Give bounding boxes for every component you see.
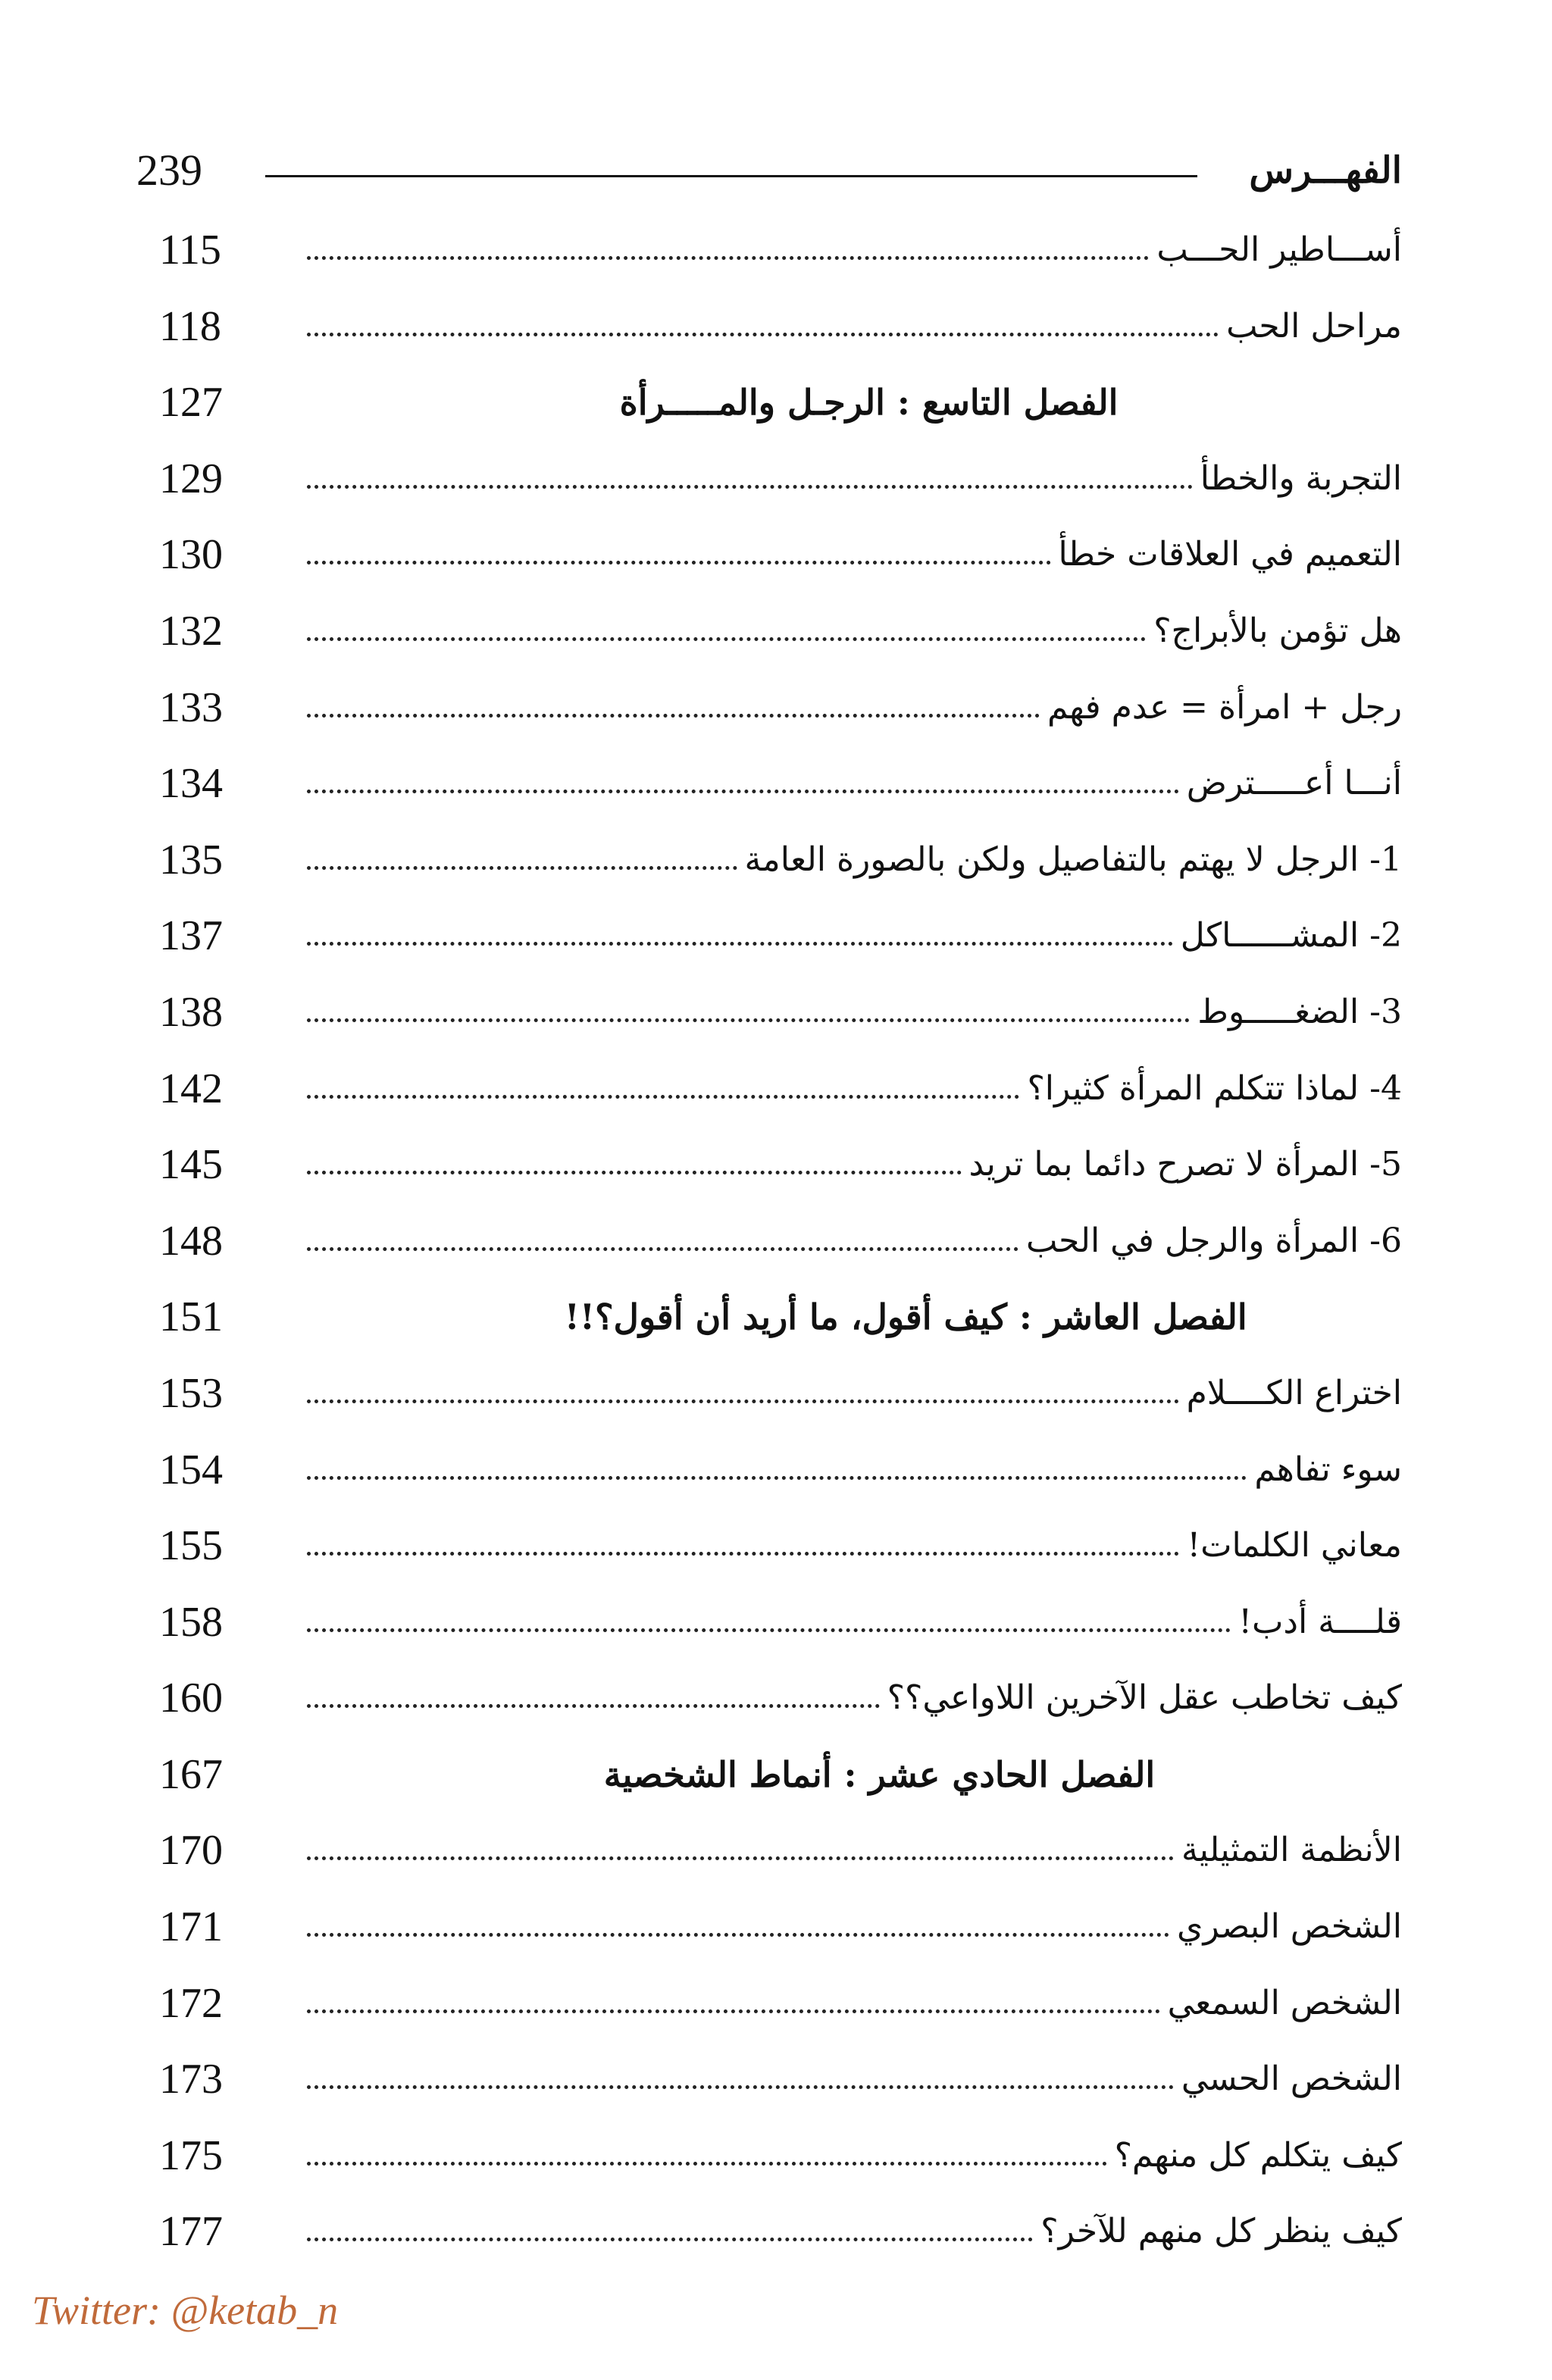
toc-page-number: 134 (159, 760, 223, 808)
dot-leader (307, 866, 745, 870)
toc-page-number: 173 (159, 2056, 223, 2103)
page-header (136, 140, 1402, 201)
dot-leader (307, 1171, 969, 1174)
page-title: الفهـــرس (1249, 149, 1402, 192)
toc-entry-title: 2- المشــــــاكل (1173, 898, 1402, 974)
toc-entry (136, 2041, 1402, 2118)
dot-leader (307, 1933, 1177, 1937)
toc-page-number: 160 (159, 1675, 223, 1722)
toc-entry-title: مراحل الحب (1219, 289, 1402, 364)
toc-page-number: 155 (159, 1522, 223, 1570)
chapter-title: الفصل الحادي عشر : أنماط الشخصية (604, 1737, 1155, 1812)
toc-page-number: 127 (159, 379, 223, 427)
toc-page-number: 148 (159, 1217, 223, 1265)
dot-leader (307, 2238, 1040, 2241)
toc-entry-title: معاني الكلمات! (1179, 1508, 1402, 1584)
toc-page-number: 172 (159, 1979, 223, 2027)
toc-page-number: 142 (159, 1065, 223, 1112)
toc-entry (136, 746, 1402, 822)
toc-entry (136, 1812, 1402, 1889)
toc-page-number: 138 (159, 988, 223, 1036)
toc-entry-title: التعميم في العلاقات خطأ (1051, 517, 1402, 593)
toc-entry (136, 212, 1402, 289)
toc-chapter-heading (136, 1737, 1402, 1813)
toc-entry-title: كيف ينظر كل منهم للآخر؟ (1033, 2194, 1402, 2269)
toc-entry (136, 822, 1402, 899)
toc-chapter-heading (136, 1279, 1402, 1356)
toc-entry-title: الأنظمة التمثيلية (1174, 1812, 1402, 1888)
toc-entry-title: 4- لماذا تتكلم المرأة كثيرا؟ (1019, 1051, 1402, 1127)
toc-entry (136, 1660, 1402, 1737)
toc-entry-title: 5- المرأة لا تصرح دائما بما تريد (962, 1127, 1402, 1203)
dot-leader (307, 1856, 1181, 1860)
dot-leader (307, 1704, 887, 1708)
toc-entry (136, 1966, 1402, 2042)
dot-leader (307, 561, 1059, 565)
toc-page-number: 171 (159, 1903, 223, 1951)
dot-leader (307, 333, 1226, 336)
toc-chapter-heading (136, 364, 1402, 441)
toc-page-number: 118 (159, 302, 221, 350)
toc-page-number: 175 (159, 2131, 223, 2179)
toc-page-number: 145 (159, 1141, 223, 1189)
toc-page-number: 170 (159, 1827, 223, 1875)
toc-entry (136, 517, 1402, 593)
toc-entry (136, 670, 1402, 746)
toc-entry-title: كيف تخاطب عقل الآخرين اللاواعي؟؟ (880, 1660, 1402, 1736)
dot-leader (307, 942, 1181, 946)
toc-entry-title: أنـــا أعـــــترض (1179, 746, 1402, 821)
toc-page-number: 133 (159, 683, 223, 731)
toc-entry (136, 1584, 1402, 1661)
toc-entry (136, 441, 1402, 518)
toc-entry (136, 974, 1402, 1051)
toc-entry (136, 1203, 1402, 1280)
dot-leader (307, 485, 1200, 489)
toc-entry-title: كيف يتكلم كل منهم؟ (1107, 2118, 1402, 2194)
toc-entry (136, 1127, 1402, 1203)
header-rule (265, 175, 1197, 177)
toc-page-number: 135 (159, 836, 223, 884)
toc-entry-title: الشخص الحسي (1174, 2041, 1402, 2117)
toc-entry (136, 1889, 1402, 1966)
toc-entry-title: اختراع الكــــلام (1179, 1356, 1402, 1431)
toc-entry-title: الشخص السمعي (1160, 1966, 1402, 2041)
toc-entry-title: رجل + امرأة = عدم فهم (1040, 670, 1402, 746)
toc-entry (136, 1508, 1402, 1584)
chapter-title: الفصل العاشر : كيف أقول، ما أريد أن أقول؟!! (565, 1279, 1247, 1355)
toc-page-number: 177 (159, 2208, 223, 2256)
toc-entry (136, 2194, 1402, 2270)
toc-entry-title: الشخص البصري (1169, 1889, 1402, 1965)
toc-entry-title: 3- الضغـــــوط (1190, 974, 1402, 1050)
toc-entry (136, 1432, 1402, 1509)
dot-leader (307, 2162, 1115, 2166)
toc-entry-title: سوء تفاهم (1247, 1432, 1402, 1508)
toc-page-number: 132 (159, 607, 223, 655)
toc-entry (136, 898, 1402, 974)
toc-page-number: 151 (159, 1293, 223, 1341)
dot-leader (307, 714, 1047, 718)
dot-leader (307, 1018, 1197, 1022)
watermark: Twitter: @ketab_n (32, 2288, 339, 2333)
table-of-contents (136, 212, 1402, 2270)
page-number: 239 (136, 145, 202, 195)
toc-entry-title: 1- الرجل لا يهتم بالتفاصيل ولكن بالصورة العامة (737, 822, 1402, 898)
dot-leader (307, 1247, 1026, 1251)
dot-leader (307, 1400, 1187, 1403)
toc-entry (136, 289, 1402, 365)
dot-leader (307, 2009, 1168, 2013)
toc-page-number: 129 (159, 455, 223, 502)
dot-leader (307, 1095, 1027, 1099)
toc-entry-title: التجربة والخطأ (1193, 441, 1402, 517)
toc-page-number: 130 (159, 531, 223, 579)
toc-page-number: 115 (159, 227, 221, 274)
toc-entry (136, 1051, 1402, 1127)
dot-leader (307, 790, 1187, 793)
toc-entry (136, 2118, 1402, 2194)
dot-leader (307, 1628, 1238, 1632)
toc-entry-title: أســـاطير الحـــب (1149, 212, 1402, 288)
toc-page-number: 153 (159, 1369, 223, 1417)
toc-entry-title: قلــــة أدب! (1231, 1584, 1402, 1660)
toc-page-number: 158 (159, 1598, 223, 1646)
dot-leader (307, 256, 1156, 260)
toc-entry (136, 1356, 1402, 1432)
toc-entry (136, 593, 1402, 670)
toc-page-number: 154 (159, 1446, 223, 1493)
dot-leader (307, 1476, 1254, 1480)
toc-page-number: 137 (159, 912, 223, 960)
toc-entry-title: هل تؤمن بالأبراج؟ (1146, 593, 1402, 669)
dot-leader (307, 637, 1153, 641)
dot-leader (307, 2085, 1181, 2089)
chapter-title: الفصل التاسع : الرجـل والمـــــرأة (620, 364, 1119, 440)
toc-page-number: 167 (159, 1750, 223, 1798)
toc-entry-title: 6- المرأة والرجل في الحب (1018, 1203, 1402, 1279)
dot-leader (307, 1552, 1187, 1556)
